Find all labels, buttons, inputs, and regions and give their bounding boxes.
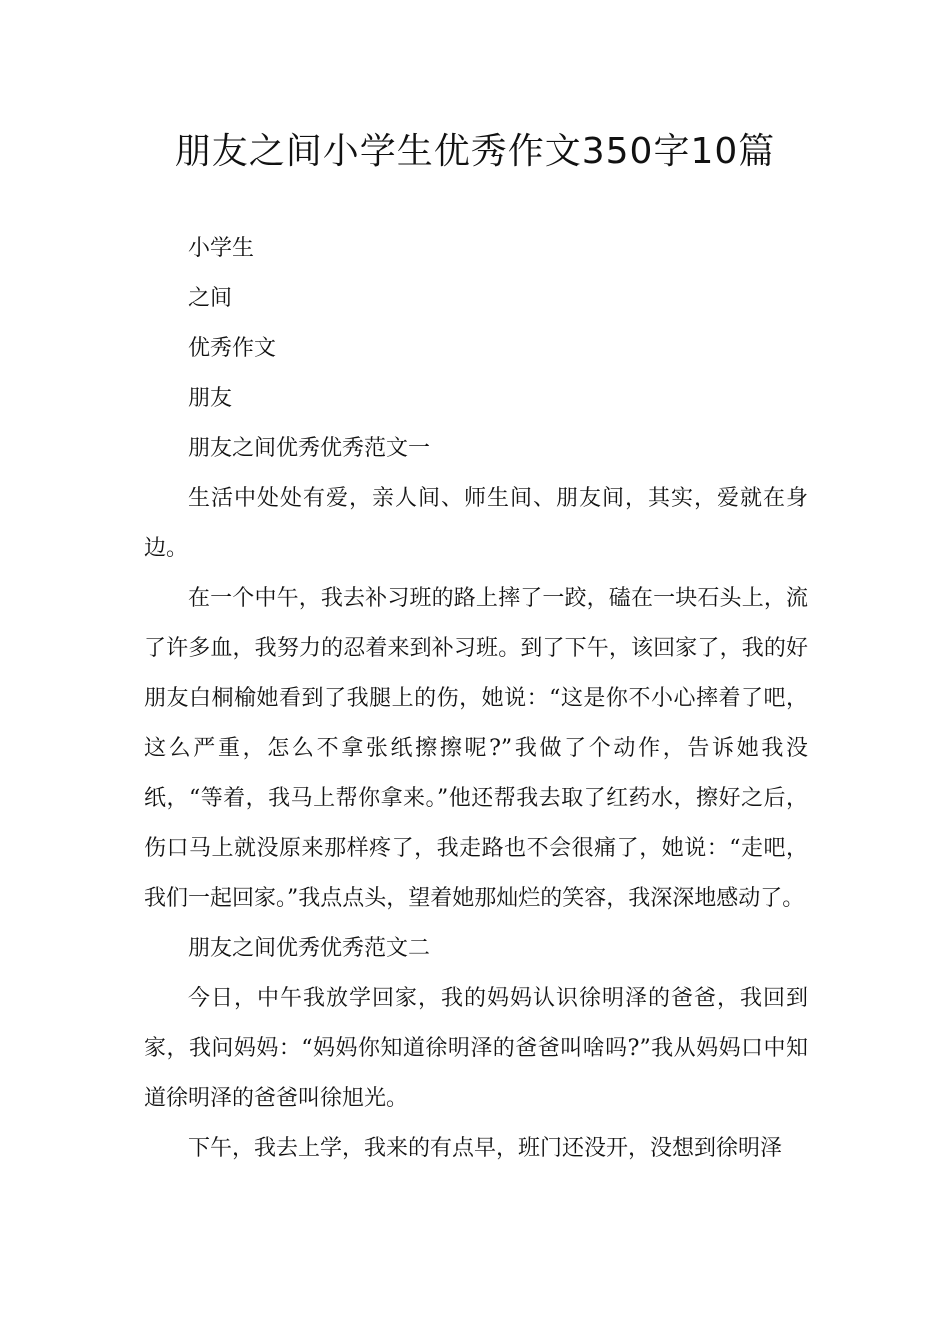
document-body (144, 224, 808, 1174)
document-title: 朋友之间小学生优秀作文350字10篇 (174, 131, 776, 172)
body-paragraph: 生活中处处有爱，亲人间、师生间、朋友间，其实，爱就在身边。 (144, 486, 808, 561)
keyword-line: 朋友 (188, 386, 233, 411)
keyword-line: 小学生 (188, 236, 255, 261)
keyword-line: 之间 (188, 286, 233, 311)
body-paragraph: 在一个中午，我去补习班的路上摔了一跤，磕在一块石头上，流了许多血，我努力的忍着来到补习班。到了下午，该回家了，我的好朋友白桐榆她看到了我腿上的伤，她说：“这是你不小心摔着了吧，这么严重，怎么不拿张纸擦擦呢?”我做了个动作，告诉她我没纸，“等着，我马上帮你拿来。”他还帮我去取了红药水，擦好之后，伤口马上就没原来那样疼了，我走路也不会很痛了，她说：“走吧，我们一起回家。”我点点头，望着她那灿烂的笑容，我深深地感动了。 (144, 586, 808, 911)
section-heading: 朋友之间优秀优秀范文一 (188, 436, 431, 461)
body-paragraph: 今日，中午我放学回家，我的妈妈认识徐明泽的爸爸，我回到家，我问妈妈：“妈妈你知道徐明泽的爸爸叫啥吗?”我从妈妈口中知道徐明泽的爸爸叫徐旭光。 (144, 986, 808, 1111)
keyword-line: 优秀作文 (188, 336, 277, 361)
body-paragraph: 下午，我去上学，我来的有点早，班门还没开，没想到徐明泽 (188, 1136, 783, 1161)
section-heading: 朋友之间优秀优秀范文二 (188, 936, 431, 961)
